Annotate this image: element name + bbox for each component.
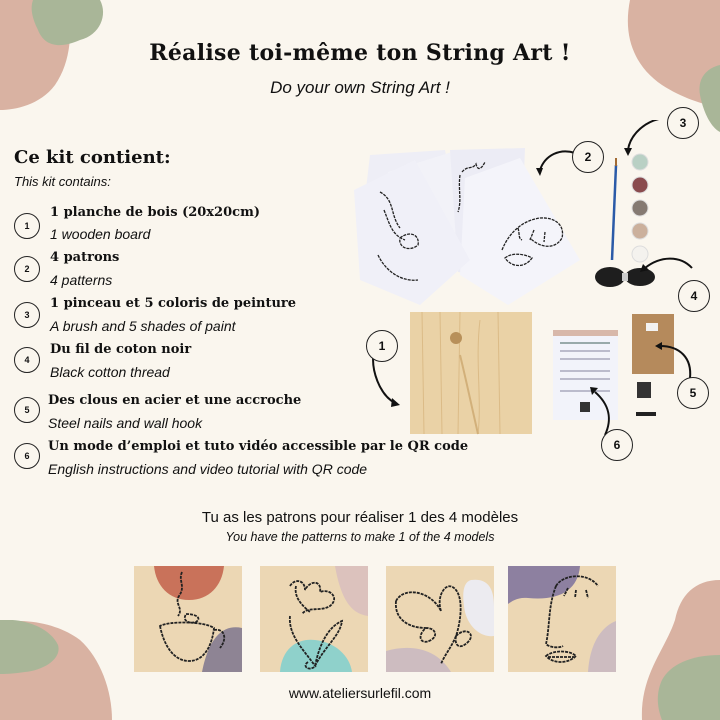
- callout-5: 5: [677, 377, 709, 409]
- item-en-4: Black cotton thread: [50, 364, 170, 380]
- models-text-fr: Tu as les patrons pour réaliser 1 des 4 modèles: [201, 509, 519, 526]
- callout-4: 4: [678, 280, 710, 312]
- item-en-5: Steel nails and wall hook: [48, 415, 203, 431]
- item-fr-6: Un mode d’emploi et tuto vidéo accessible par le QR code: [48, 439, 469, 454]
- page-subtitle: Do your own String Art !: [270, 78, 450, 97]
- callout-3: 3: [667, 107, 699, 139]
- callout-1: 1: [366, 330, 398, 362]
- item-number-5: 5: [14, 397, 40, 423]
- page-title: Réalise toi-même ton String Art !: [149, 40, 571, 66]
- models-text-en: You have the patterns to make 1 of the 4 models: [225, 530, 495, 544]
- kit-subheading: This kit contains:: [14, 174, 111, 189]
- decorative-blob-bottom-left: [0, 620, 120, 720]
- item-fr-5: Des clous en acier et une accroche: [48, 393, 302, 408]
- model-thumbnail-butterfly: [386, 566, 494, 672]
- website-url[interactable]: www.ateliersurlefil.com: [288, 685, 432, 701]
- item-fr-2: 4 patrons: [50, 250, 120, 265]
- item-fr-4: Du fil de coton noir: [50, 342, 192, 357]
- kit-heading: Ce kit contient:: [14, 147, 171, 168]
- item-en-2: 4 patterns: [50, 272, 113, 288]
- model-thumbnail-coffee-cup: [134, 566, 242, 672]
- item-number-2: 2: [14, 256, 40, 282]
- model-thumbnail-face: [508, 566, 616, 672]
- item-number-3: 3: [14, 302, 40, 328]
- model-thumbnail-tulip: [260, 566, 368, 672]
- item-fr-1: 1 planche de bois (20x20cm): [50, 205, 260, 220]
- callout-6: 6: [601, 429, 633, 461]
- product-photo: [340, 120, 720, 470]
- item-fr-3: 1 pinceau et 5 coloris de peinture: [50, 296, 297, 311]
- item-en-6: English instructions and video tutorial with QR code: [48, 461, 368, 477]
- pattern-sheets-image: [354, 148, 580, 305]
- item-en-3: A brush and 5 shades of paint: [50, 318, 236, 334]
- item-number-4: 4: [14, 347, 40, 373]
- decorative-blob-top-right: [612, 0, 720, 135]
- item-en-1: 1 wooden board: [50, 226, 151, 242]
- item-number-6: 6: [14, 443, 40, 469]
- callout-2: 2: [572, 141, 604, 173]
- item-number-1: 1: [14, 213, 40, 239]
